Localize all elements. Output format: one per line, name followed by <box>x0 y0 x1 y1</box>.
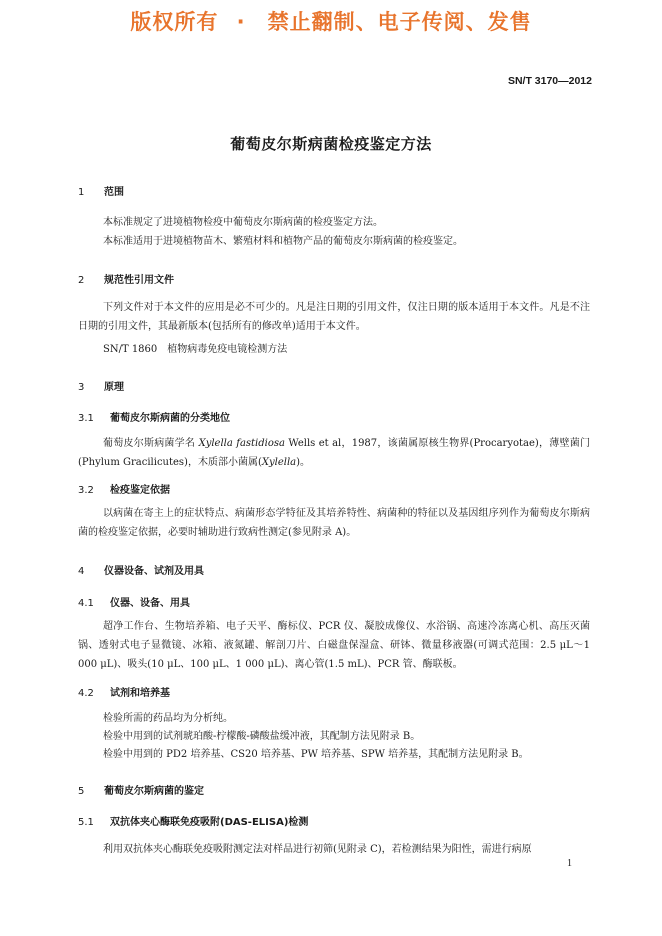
section-title: 规范性引用文件 <box>104 275 174 286</box>
document-title: 葡萄皮尔斯病菌检疫鉴定方法 <box>230 135 432 153</box>
reagents-line-1: 检验所需的药品均为分析纯。 <box>103 713 233 724</box>
species-name: Xylella fastidiosa <box>198 438 285 449</box>
section-title: 仪器设备、试剂及用具 <box>104 566 204 577</box>
section-title: 双抗体夹心酶联免疫吸附(DAS-ELISA)检测 <box>110 817 309 828</box>
section-number: 4 <box>78 566 85 577</box>
page-number: 1 <box>567 858 572 869</box>
reagents-line-3: 检验中用到的 PD2 培养基、CS20 培养基、PW 培养基、SPW 培养基，其配制方法见附录 B。 <box>103 749 529 760</box>
elisa-paragraph: 利用双抗体夹心酶联免疫吸附测定法对样品进行初筛(见附录 C)，若检测结果为阳性，需进行病原 <box>103 844 532 855</box>
reference-entry: SN/T 1860 植物病毒免疫电镜检测方法 <box>103 344 288 355</box>
section-number: 4.2 <box>78 688 94 699</box>
section-number: 1 <box>78 187 85 198</box>
section-number: 3.1 <box>78 413 94 424</box>
standard-code: SN/T 3170—2012 <box>507 75 592 87</box>
section-number: 4.1 <box>78 598 94 609</box>
section-5-1-heading <box>78 813 308 828</box>
section-5-heading <box>78 782 204 797</box>
section-3-heading <box>78 378 124 393</box>
section-4-heading <box>78 562 204 577</box>
section-title: 葡萄皮尔斯病菌的鉴定 <box>104 786 204 797</box>
taxonomy-paragraph: 葡萄皮尔斯病菌学名 Xylella fastidiosa Wells et al，1987，该菌属原核生物界(Procaryotae)，薄壁菌门(Phylum Gracilicutes)，木质部小菌属(Xylella)。 <box>78 438 590 468</box>
section-3-2-heading <box>78 481 170 496</box>
section-3-1-heading <box>78 409 230 424</box>
section-title: 检疫鉴定依据 <box>110 485 170 496</box>
equipment-paragraph: 超净工作台、生物培养箱、电子天平、酶标仪、PCR 仪、凝胶成像仪、水浴锅、高速冷冻离心机、高压灭菌锅、透射式电子显微镜、冰箱、液氮罐、解剖刀片、白磁盘保湿盒、研钵、微量移液器(可调式范围：2.5 μL～1 000 μL)、吸头(10 μL、100 μL、1 000 μL)、离心管(1.5 mL)、PCR 管、酶联板。 <box>78 621 590 670</box>
normative-references-paragraph: 下列文件对于本文件的应用是必不可少的。凡是注日期的引用文件，仅注日期的版本适用于本文件。凡是不注日期的引用文件，其最新版本(包括所有的修改单)适用于本文件。 <box>78 302 590 332</box>
section-number: 2 <box>78 275 85 286</box>
section-title: 原理 <box>104 382 124 393</box>
reagents-line-2: 检验中用到的试剂琥珀酸-柠檬酸-磷酸盐缓冲液，其配制方法见附录 B。 <box>103 731 421 742</box>
section-title: 葡萄皮尔斯病菌的分类地位 <box>110 413 230 424</box>
section-2-heading <box>78 271 174 286</box>
scope-paragraph-2: 本标准适用于进境植物苗木、繁殖材料和植物产品的葡萄皮尔斯病菌的检疫鉴定。 <box>103 236 463 247</box>
section-title: 范围 <box>104 187 124 198</box>
section-number: 5.1 <box>78 817 94 828</box>
scope-paragraph-1: 本标准规定了进境植物检疫中葡萄皮尔斯病菌的检疫鉴定方法。 <box>103 217 383 228</box>
section-4-1-heading <box>78 594 190 609</box>
genus-name: Xylella <box>261 457 297 468</box>
identification-basis-paragraph: 以病菌在寄主上的症状特点、病菌形态学特征及其培养特性、病菌种的特征以及基因组序列作为葡萄皮尔斯病菌的检疫鉴定依据，必要时辅助进行致病性测定(参见附录 A)。 <box>78 508 590 538</box>
section-1-heading <box>78 183 124 198</box>
section-number: 3.2 <box>78 485 94 496</box>
section-title: 仪器、设备、用具 <box>110 598 190 609</box>
section-number: 5 <box>78 786 85 797</box>
copyright-watermark: 版权所有 · 禁止翻制、电子传阅、发售 <box>130 10 532 34</box>
section-4-2-heading <box>78 684 170 699</box>
section-number: 3 <box>78 382 85 393</box>
section-title: 试剂和培养基 <box>110 688 170 699</box>
